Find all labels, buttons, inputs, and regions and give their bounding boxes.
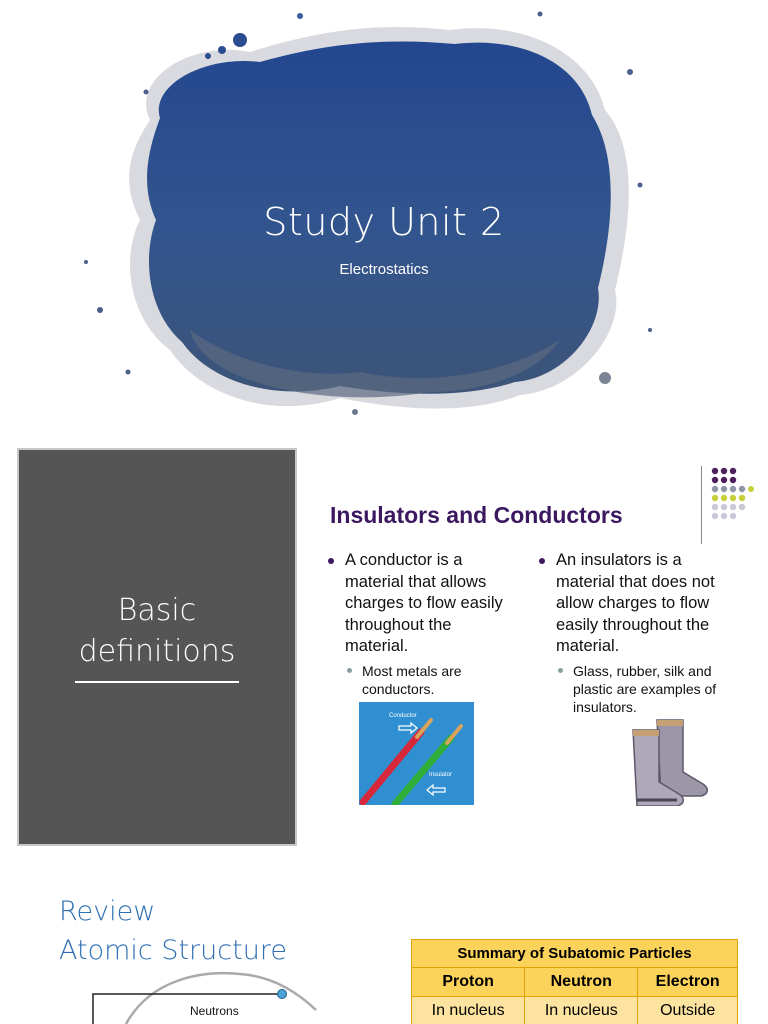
- insulator-column: [539, 550, 739, 716]
- table-cell: In nucleus: [412, 997, 525, 1024]
- title-underline: [75, 681, 239, 683]
- table-header-row: [412, 968, 738, 997]
- table-header-cell: Electron: [638, 968, 738, 997]
- conductor-column: [328, 550, 518, 698]
- table-row: [412, 997, 738, 1024]
- slide-title: [0, 0, 768, 430]
- conductor-definition: A conductor is a material that allows charges to flow easily throughout the material.: [328, 550, 518, 658]
- subatomic-particles-table: [411, 939, 738, 1024]
- slide-atomic-structure: [0, 866, 768, 1024]
- insulator-example: Glass, rubber, silk and plastic are examples of insulators.: [556, 662, 739, 716]
- review-title-line-2: Atomic Structure: [59, 935, 287, 966]
- slide-definitions: [0, 446, 768, 850]
- table-header-cell: Proton: [412, 968, 525, 997]
- slide-title-text: Study Unit 2: [263, 200, 505, 244]
- divider-line: [701, 466, 702, 544]
- photo-label-insulator: Insulator: [429, 772, 453, 778]
- rubber-boots-image: [625, 714, 715, 806]
- table-caption: Summary of Subatomic Particles: [412, 940, 738, 968]
- diagram-label-neutrons: Neutrons: [190, 1004, 239, 1018]
- slide-subtitle-text: Electrostatics: [339, 261, 429, 278]
- section-panel: [17, 448, 297, 846]
- section-title: [19, 590, 295, 672]
- section-title-line-2: definitions: [78, 634, 236, 669]
- wires-photo: [359, 702, 474, 805]
- content-heading: Insulators and Conductors: [330, 502, 623, 528]
- table-cell: In nucleus: [525, 997, 638, 1024]
- atom-diagram: [90, 970, 330, 1024]
- conductor-example: Most metals are conductors.: [345, 662, 518, 698]
- insulator-definition: An insulators is a material that does not allow charges to flow easily throughout the material.: [539, 550, 739, 658]
- section-title-line-1: Basic: [117, 593, 197, 628]
- review-title: [59, 892, 287, 970]
- table-cell: Outside: [638, 997, 738, 1024]
- table-header-cell: Neutron: [525, 968, 638, 997]
- dot-grid-decoration: [710, 466, 754, 528]
- photo-label-conductor: Conductor: [389, 713, 417, 719]
- review-title-line-1: Review: [59, 896, 156, 927]
